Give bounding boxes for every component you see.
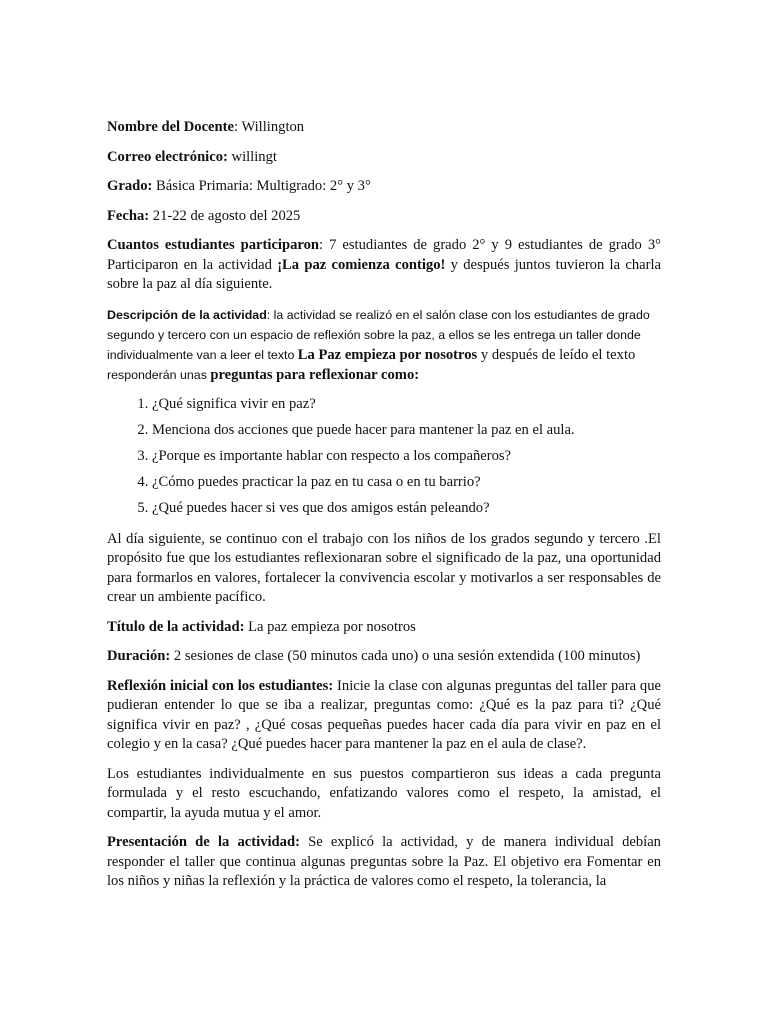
correo-value: willingt	[227, 148, 277, 165]
estudiantes-paragraph: Los estudiantes individualmente en sus puestos compartieron sus ideas a cada pregunta formulada y el resto escuchando, enfatizando valores como el respeto, la amistad, el compartir, la ayuda mutua y el amor.	[107, 765, 661, 821]
presentacion-value: Se explicó la actividad, y de manera individual debían responder el taller que continua algunas preguntas sobre la Paz. El objetivo era Fomentar en los niños y niñas la reflexión y la práctica de valores como el respeto, la tolerancia, la	[107, 834, 661, 889]
titulo-label: Título de la actividad:	[107, 618, 245, 635]
list-item: 2. Menciona dos acciones que puede hacer para mantener la paz en el aula.	[152, 421, 661, 440]
presentacion-label: Presentación de la actividad:	[107, 834, 300, 850]
participantes-text-1: : 7 estudiantes de grado 2° y 9 estudiantes de grado 3° Participaron en la actividad	[107, 237, 661, 273]
descripcion-text-2: y después de leído el texto	[477, 346, 636, 363]
presentacion-paragraph	[107, 833, 661, 892]
correo-line	[107, 148, 661, 168]
duracion-label: Duración:	[107, 648, 171, 664]
duracion-value: 2 sesiones de clase (50 minutos cada uno) o una sesión extendida (100 minutos)	[170, 648, 641, 664]
duracion-line	[107, 647, 661, 667]
fecha-value: 21-22 de agosto del 2025	[149, 207, 301, 224]
descripcion-bold-end: preguntas para reflexionar como:	[210, 366, 420, 383]
fecha-label: Fecha:	[107, 207, 150, 224]
fecha-line	[107, 207, 661, 227]
grado-line	[107, 177, 661, 197]
descripcion-paragraph	[107, 305, 661, 385]
participantes-highlight: ¡La paz comienza contigo!	[277, 256, 446, 273]
docente-value: : Willington	[234, 119, 305, 135]
titulo-line	[107, 618, 661, 638]
grado-label: Grado:	[107, 178, 153, 194]
participantes-label: Cuantos estudiantes participaron	[107, 237, 320, 253]
reflexion-label: Reflexión inicial con los estudiantes:	[107, 677, 334, 694]
document-body	[107, 118, 661, 902]
reflexion-paragraph	[107, 677, 661, 755]
grado-value: Básica Primaria: Multigrado: 2° y 3°	[152, 178, 371, 194]
docente-line	[107, 118, 661, 138]
list-item: 5. ¿Qué puedes hacer si ves que dos amigos están peleando?	[152, 499, 661, 518]
participantes-text-2: y después juntos tuvieron la charla sobre la paz al día siguiente.	[107, 256, 661, 292]
list-item: 3. ¿Porque es importante hablar con respecto a los compañeros?	[152, 447, 661, 466]
dia-siguiente-paragraph: Al día siguiente, se continuo con el trabajo con los niños de los grados segundo y tercero .El propósito fue que los estudiantes reflexionaran sobre el significado de la paz, una oportunidad para formarlos en valores, fortalecer la convivencia escolar y motivarlos a ser responsables de crear un ambiente pacífico.	[107, 530, 661, 605]
list-item: 4. ¿Cómo puedes practicar la paz en tu casa o en tu barrio?	[152, 473, 661, 492]
descripcion-texto-title: La Paz empieza por nosotros	[297, 346, 478, 363]
docente-label: Nombre del Docente	[107, 119, 234, 135]
preguntas-list	[107, 395, 661, 518]
titulo-value: La paz empieza por nosotros	[244, 618, 416, 635]
descripcion-text-3: responderán unas	[107, 367, 211, 382]
list-item: 1. ¿Qué significa vivir en paz?	[152, 395, 661, 414]
descripcion-text-1: : la actividad se realizó en el salón clase con los estudiantes de grado segundo y tercero con un espacio de reflexión sobre la paz, a ellos se les entrega un taller donde individualmente van a leer el texto	[107, 307, 650, 362]
participantes-paragraph	[107, 236, 661, 295]
reflexion-value: Inicie la clase con algunas preguntas del taller para que pudieran entender lo que se iba a realizar, preguntas como: ¿Qué es la paz para ti? ¿Qué significa vivir en paz? , ¿Qué cosas pequeñas puedes hacer cada día para vivir en paz en el colegio y en la casa? ¿Qué puedes hacer para mantener la paz en el aula de clase?.	[107, 677, 661, 752]
correo-label: Correo electrónico:	[107, 148, 228, 165]
descripcion-label: Descripción de la actividad	[107, 307, 267, 322]
